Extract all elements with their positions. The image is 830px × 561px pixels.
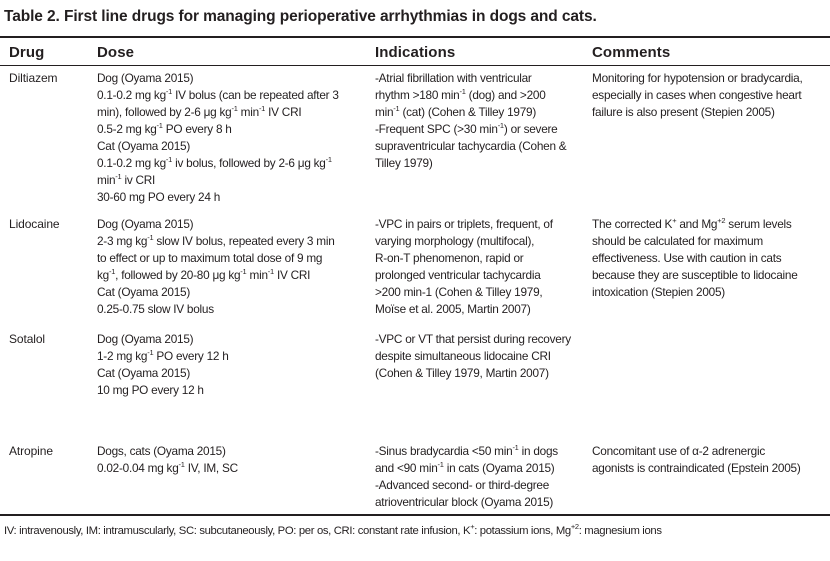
- superscript: -1: [178, 460, 185, 469]
- cell-line: supraventricular tachycardia (Cohen &: [375, 139, 567, 153]
- cell-line: Dog (Oyama 2015): [97, 217, 194, 231]
- cell-line: Cat (Oyama 2015): [97, 285, 191, 299]
- superscript: -1: [108, 267, 116, 276]
- indications-cell: [375, 216, 553, 318]
- cell-line: 10 mg PO every 12 h: [97, 383, 204, 397]
- dose-cell: [97, 70, 339, 206]
- cell-line: 0.5-2 mg $kg^{-1}$ PO every 8 h: [97, 121, 232, 136]
- cell-line: -Atrial fibrillation with ventricular: [375, 71, 532, 85]
- superscript: +: [470, 522, 475, 531]
- cell-line: 30-60 mg PO every 24 h: [97, 190, 221, 204]
- header-indications: Indications: [375, 44, 456, 61]
- indications-cell: [375, 443, 558, 511]
- comments-cell: [592, 70, 802, 121]
- cell-line: atrioventricular block (Oyama 2015): [375, 495, 554, 509]
- cell-line: -VPC or VT that persist during recovery: [375, 332, 571, 346]
- superscript: -1: [147, 233, 154, 242]
- cell-line: min), followed by 2-6 μg $kg^{-1}$ $\min^{-1}$ IV CRI: [97, 104, 302, 119]
- superscript: -1: [165, 155, 173, 164]
- superscript: +2: [570, 522, 579, 531]
- cell-line: (Cohen & Tilley 1979, Martin 2007): [375, 366, 549, 380]
- cell-line: 2-3 mg $kg^{-1}$ slow IV bolus, repeated every 3 min: [97, 233, 335, 248]
- drug-name: Sotalol: [9, 332, 45, 346]
- cell-line: -Advanced second- or third-degree: [375, 478, 550, 492]
- drug-name: Diltiazem: [9, 71, 58, 85]
- cell-line: agonists is contraindicated (Epstein 2005): [592, 461, 801, 475]
- cell-line: effectiveness. Use with caution in cats: [592, 251, 782, 265]
- superscript: -1: [459, 87, 466, 96]
- header-rule: [0, 65, 830, 66]
- cell-line: -VPC in pairs or triplets, frequent, of: [375, 217, 553, 231]
- table-title: Table 2. First line drugs for managing perioperative arrhythmias in dogs and cats.: [4, 8, 597, 25]
- cell-line: -Frequent SPC (>30 $\min^{-1}$) or severe: [375, 121, 558, 136]
- cell-line: to effect or up to maximum total dose of 9 mg: [97, 251, 323, 265]
- cell-line: >200 min-1 (Cohen & Tilley 1979,: [375, 285, 543, 299]
- cell-line: Monitoring for hypotension or bradycardia,: [592, 71, 803, 85]
- superscript: -1: [497, 121, 504, 130]
- superscript: +: [672, 216, 677, 225]
- superscript: -1: [267, 267, 274, 276]
- superscript: +2: [717, 216, 726, 225]
- superscript: -1: [147, 348, 154, 357]
- comments-cell: [592, 443, 801, 477]
- dose-cell: [97, 443, 238, 477]
- cell-line: Concomitant use of α-2 adrenergic: [592, 444, 765, 458]
- cell-line: 1-2 mg $kg^{-1}$ PO every 12 h: [97, 348, 229, 363]
- cell-line: despite simultaneous lidocaine CRI: [375, 349, 551, 363]
- cell-line: Dogs, cats (Oyama 2015): [97, 444, 226, 458]
- cell-line: -Sinus bradycardia <50 $\min^{-1}$ in dogs: [375, 443, 558, 458]
- indications-cell: [375, 70, 566, 172]
- cell-line: $\min^{-1}$ iv CRI: [97, 172, 156, 187]
- cell-line: 0.1-0.2 mg $kg^{-1}$ IV bolus (can be repeated after 3: [97, 87, 339, 102]
- indications-cell: [375, 331, 571, 382]
- superscript: -1: [115, 172, 122, 181]
- superscript: -1: [165, 87, 173, 96]
- cell-line: 0.25-0.75 slow IV bolus: [97, 302, 214, 316]
- cell-line: Moïse et al. 2005, Martin 2007): [375, 302, 531, 316]
- header-comments: Comments: [592, 44, 671, 61]
- cell-line: intoxication (Stepien 2005): [592, 285, 725, 299]
- cell-line: R-on-T phenomenon, rapid or: [375, 251, 524, 265]
- cell-line: $\min^{-1} (cat)$ (Cohen & Tilley 1979): [375, 104, 537, 119]
- cell-line: varying morphology (multifocal),: [375, 234, 535, 248]
- superscript: -1: [325, 155, 332, 164]
- drug-name: Lidocaine: [9, 217, 60, 231]
- superscript: -1: [240, 267, 247, 276]
- cell-line: Dog (Oyama 2015): [97, 71, 194, 85]
- cell-line: Cat (Oyama 2015): [97, 366, 191, 380]
- cell-line: failure is also present (Stepien 2005): [592, 105, 775, 119]
- superscript: -1: [258, 104, 266, 113]
- cell-line: and <90 $\min^{-1}$ in cats (Oyama 2015): [375, 460, 555, 475]
- dose-cell: [97, 216, 335, 318]
- superscript: -1: [231, 104, 238, 113]
- cell-line: $kg^{-1}$, followed by 20-80 μg $kg^{-1}$ $\min^{-1}$ IV CRI: [97, 267, 311, 282]
- cell-line: 0.02-0.04 mg $kg^{-1}$ IV, IM, SC: [97, 460, 238, 475]
- cell-line: Dog (Oyama 2015): [97, 332, 194, 346]
- superscript: -1: [156, 121, 163, 130]
- superscript: -1: [437, 460, 444, 469]
- cell-line: should be calculated for maximum: [592, 234, 764, 248]
- superscript: -1: [512, 443, 519, 452]
- cell-line: especially in cases when congestive heart: [592, 88, 802, 102]
- cell-line: Cat (Oyama 2015): [97, 139, 191, 153]
- cell-line: The corrected K+ and $Mg^{+2}$ serum levels: [592, 216, 792, 231]
- bottom-rule: [0, 514, 830, 516]
- header-dose: Dose: [97, 44, 135, 61]
- top-rule: [0, 36, 830, 38]
- superscript: -1: [393, 104, 400, 113]
- cell-line: rhythm >180 $\min^{-1} (dog)$ and >200: [375, 87, 546, 102]
- cell-line: because they are susceptible to lidocaine: [592, 268, 798, 282]
- footnote-text: IV: intravenously, IM: intramuscularly, SC: subcutaneously, PO: per os, CRI: constant rate infusion, K+: potassium ions, $Mg^{+2}$: magnesium ions: [4, 522, 662, 537]
- cell-line: Tilley 1979): [375, 156, 433, 170]
- header-drug: Drug: [9, 44, 45, 61]
- comments-cell: [592, 216, 798, 301]
- dose-cell: [97, 331, 229, 399]
- drug-name: Atropine: [9, 444, 53, 458]
- cell-line: prolonged ventricular tachycardia: [375, 268, 541, 282]
- cell-line: 0.1-0.2 mg $kg^{-1}$ iv bolus, followed by 2-6 μg $kg^{-1}$: [97, 155, 332, 170]
- table-footnote: [4, 522, 662, 537]
